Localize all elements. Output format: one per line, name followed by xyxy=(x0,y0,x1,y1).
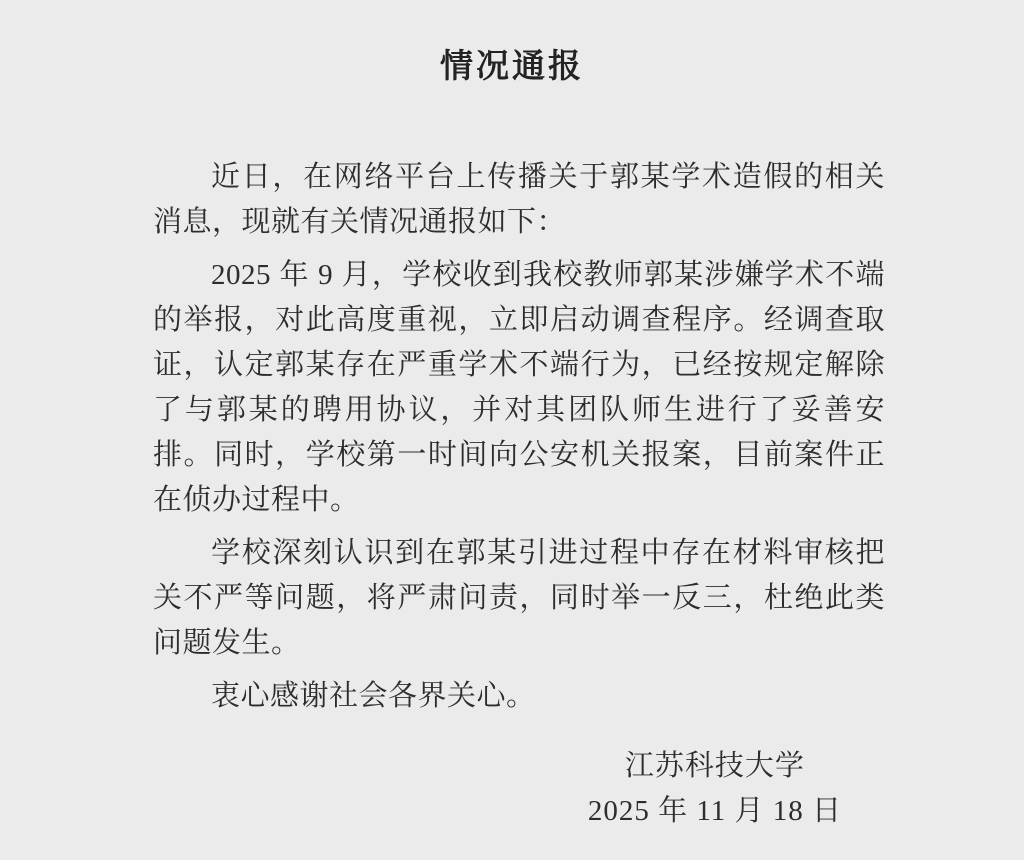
notice-paragraph-accountability: 学校深刻认识到在郭某引进过程中存在材料审核把关不严等问题，将严肃问责，同时举一反三，杜绝此类问题发生。 xyxy=(153,537,885,659)
notice-paragraph-intro: 近日，在网络平台上传播关于郭某学术造假的相关消息，现就有关情况通报如下： xyxy=(153,161,885,238)
notice-title: 情况通报 xyxy=(440,47,584,84)
signature-date: 2025 年 11 月 18 日 xyxy=(587,795,842,827)
notice-body xyxy=(153,155,885,719)
signature-name: 江苏科技大学 xyxy=(624,750,805,782)
signature-block xyxy=(588,744,842,834)
notice-paragraph-investigation: 2025 年 9 月，学校收到我校教师郭某涉嫌学术不端的举报，对此高度重视，立即启动调查程序。经调查取证，认定郭某存在严重学术不端行为，已经按规定解除了与郭某的聘用协议，并对其团队师生进行了妥善安排。同时，学校第一时间向公安机关报案，目前案件正在侦办过程中。 xyxy=(153,259,885,516)
notice-paragraph-thanks: 衷心感谢社会各界关心。 xyxy=(211,680,536,712)
